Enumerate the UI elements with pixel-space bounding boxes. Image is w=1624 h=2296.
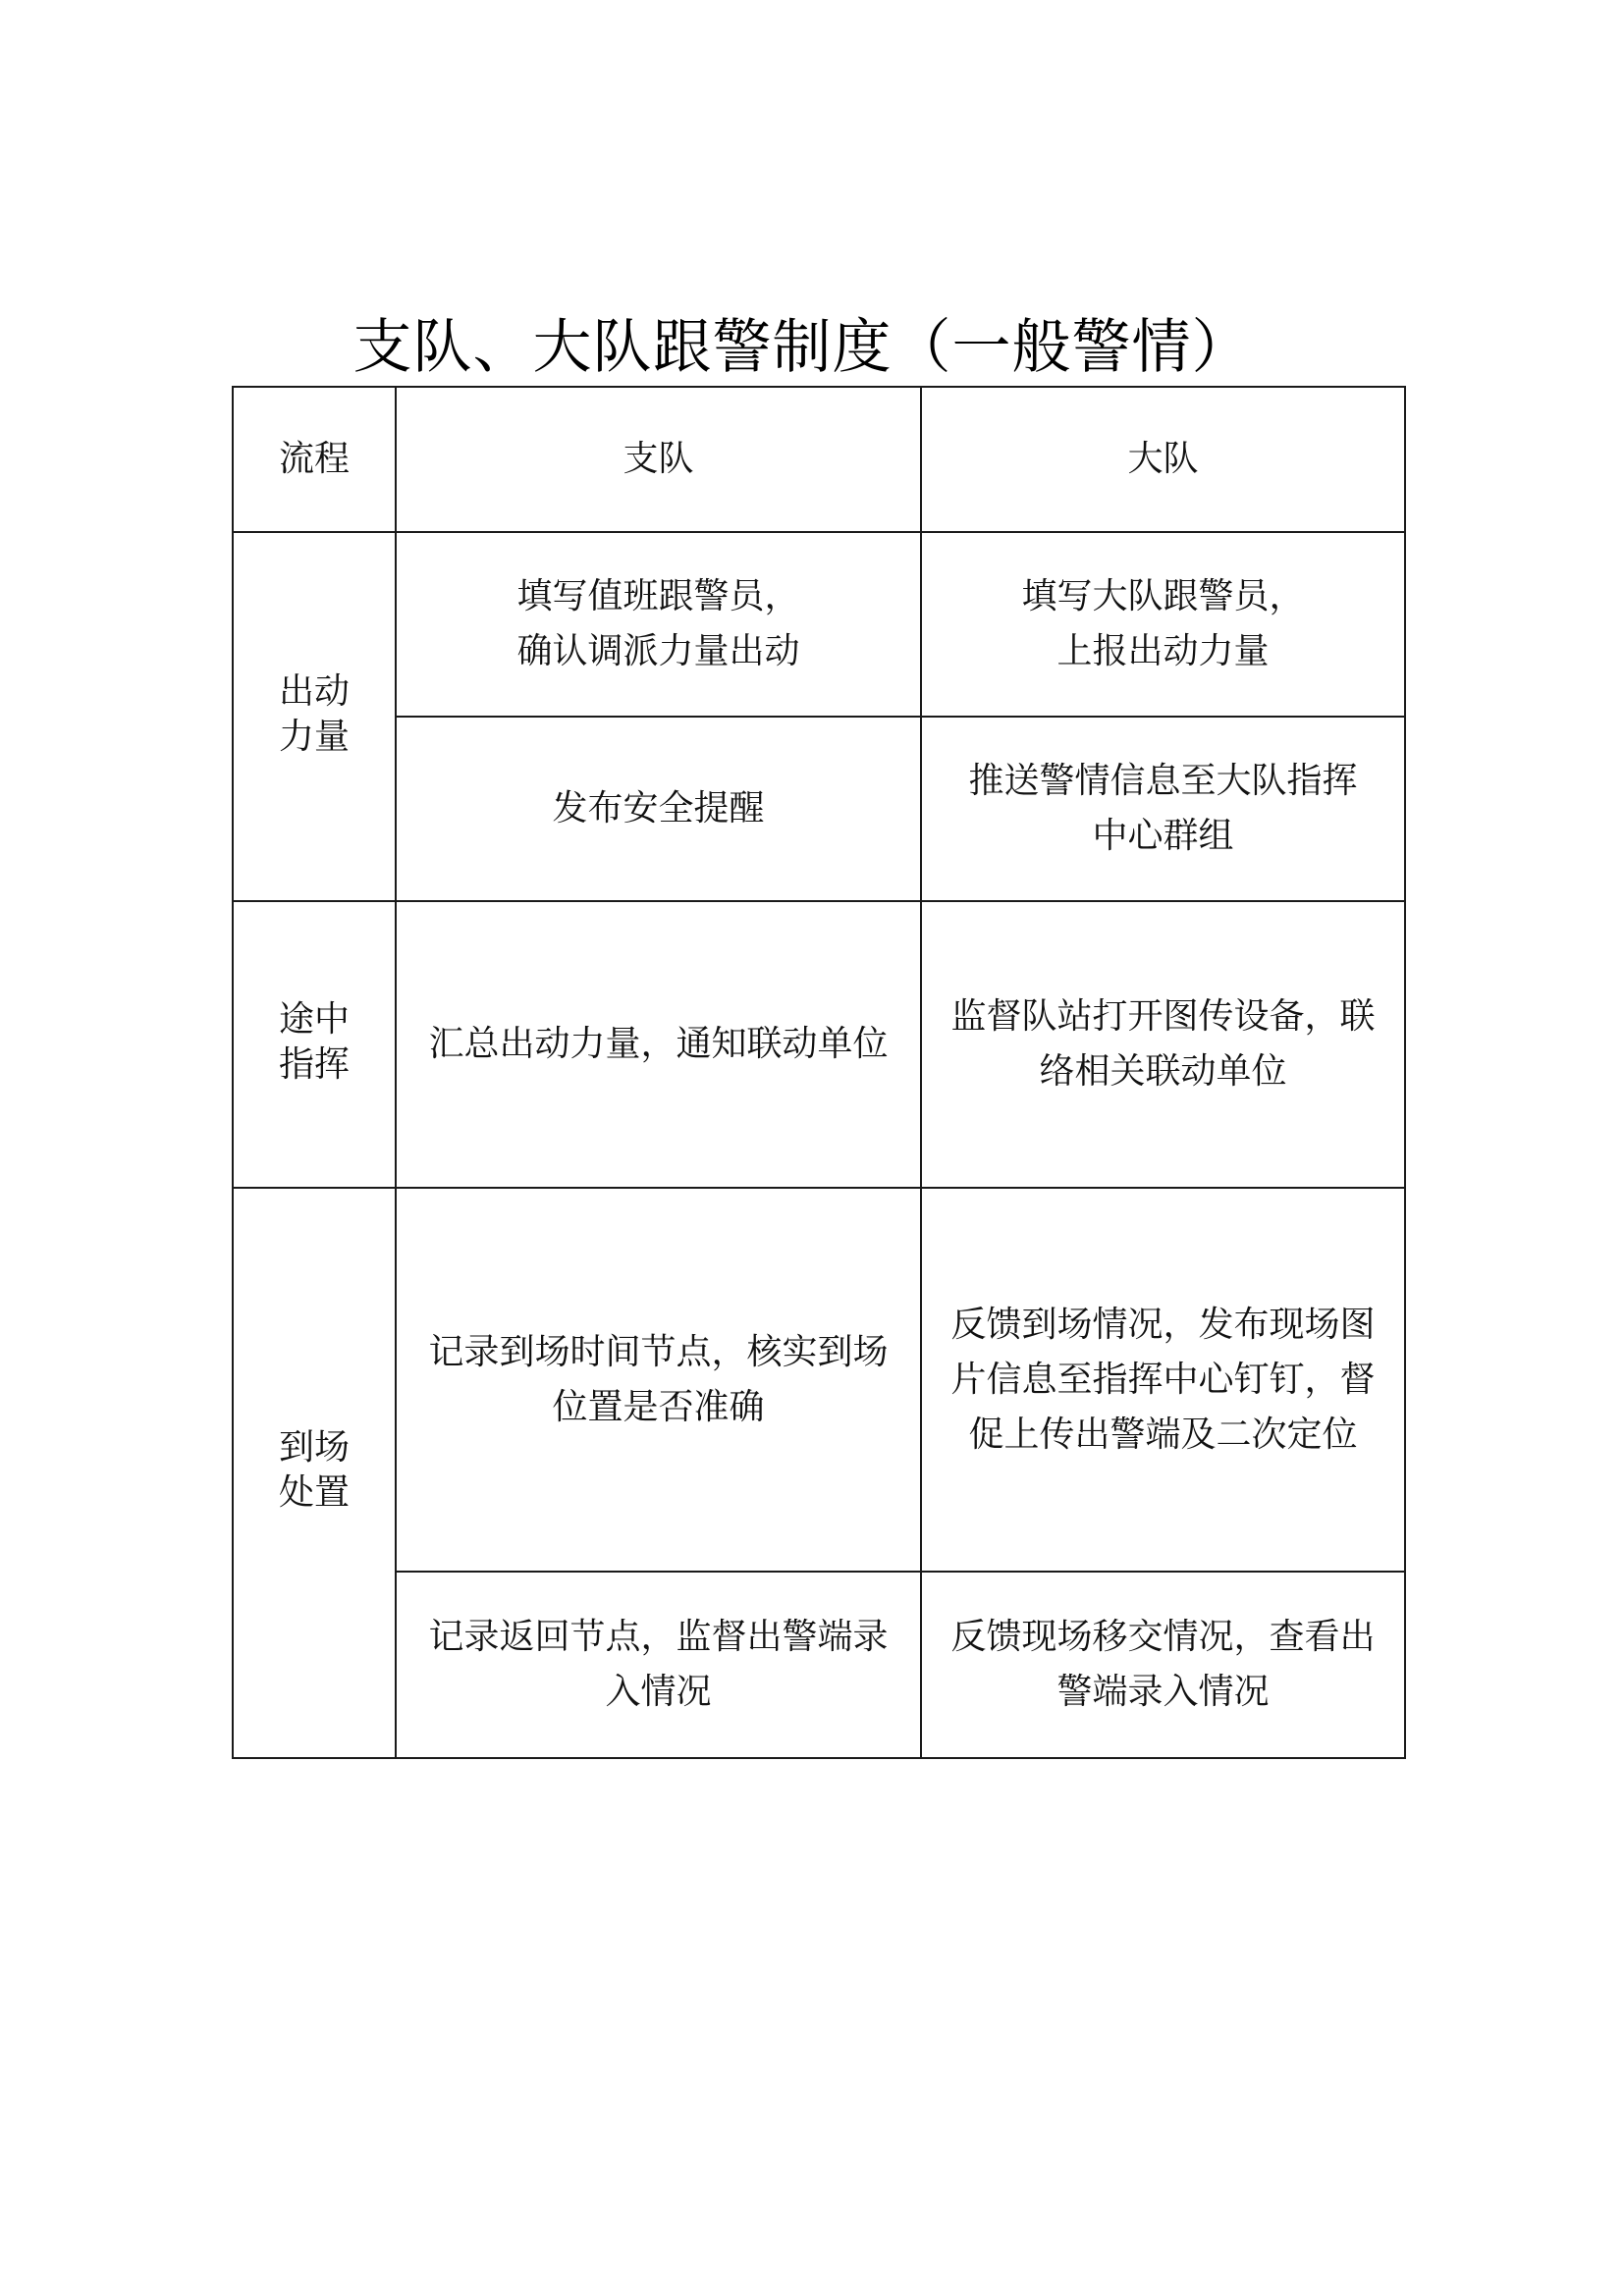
table-row: [233, 1188, 1405, 1572]
detachment-cell: 填写值班跟警员， 确认调派力量出动: [396, 532, 921, 717]
header-brigade: 大队: [921, 387, 1405, 532]
stage-cell-dispatch: [233, 532, 396, 901]
table-row: [233, 532, 1405, 717]
page-title: [0, 312, 1624, 383]
detachment-cell: 记录返回节点，监督出警端录 入情况: [396, 1572, 921, 1758]
brigade-cell: 推送警情信息至大队指挥 中心群组: [921, 717, 1405, 901]
brigade-cell: 反馈现场移交情况，查看出 警端录入情况: [921, 1572, 1405, 1758]
header-detachment: 支队: [396, 387, 921, 532]
table-row: [233, 1572, 1405, 1758]
stage-label: 途中指挥: [278, 998, 350, 1085]
detachment-cell: 记录到场时间节点，核实到场 位置是否准确: [396, 1188, 921, 1572]
page-title-text: 支队、大队跟警制度（一般警情）: [352, 313, 1252, 382]
table-header-row: [233, 387, 1405, 532]
stage-cell-en-route: [233, 901, 396, 1188]
procedure-table: [232, 386, 1406, 1759]
stage-label: 出动力量: [278, 670, 350, 757]
stage-label: 到场处置: [278, 1427, 350, 1513]
detachment-cell: 发布安全提醒: [396, 717, 921, 901]
table-row: [233, 901, 1405, 1188]
brigade-cell: 监督队站打开图传设备，联 络相关联动单位: [921, 901, 1405, 1188]
brigade-cell: 填写大队跟警员， 上报出动力量: [921, 532, 1405, 717]
header-process: 流程: [233, 387, 396, 532]
detachment-cell: 汇总出动力量，通知联动单位: [396, 901, 921, 1188]
brigade-cell: 反馈到场情况，发布现场图 片信息至指挥中心钉钉，督 促上传出警端及二次定位: [921, 1188, 1405, 1572]
table-row: [233, 717, 1405, 901]
stage-cell-on-scene: [233, 1188, 396, 1758]
